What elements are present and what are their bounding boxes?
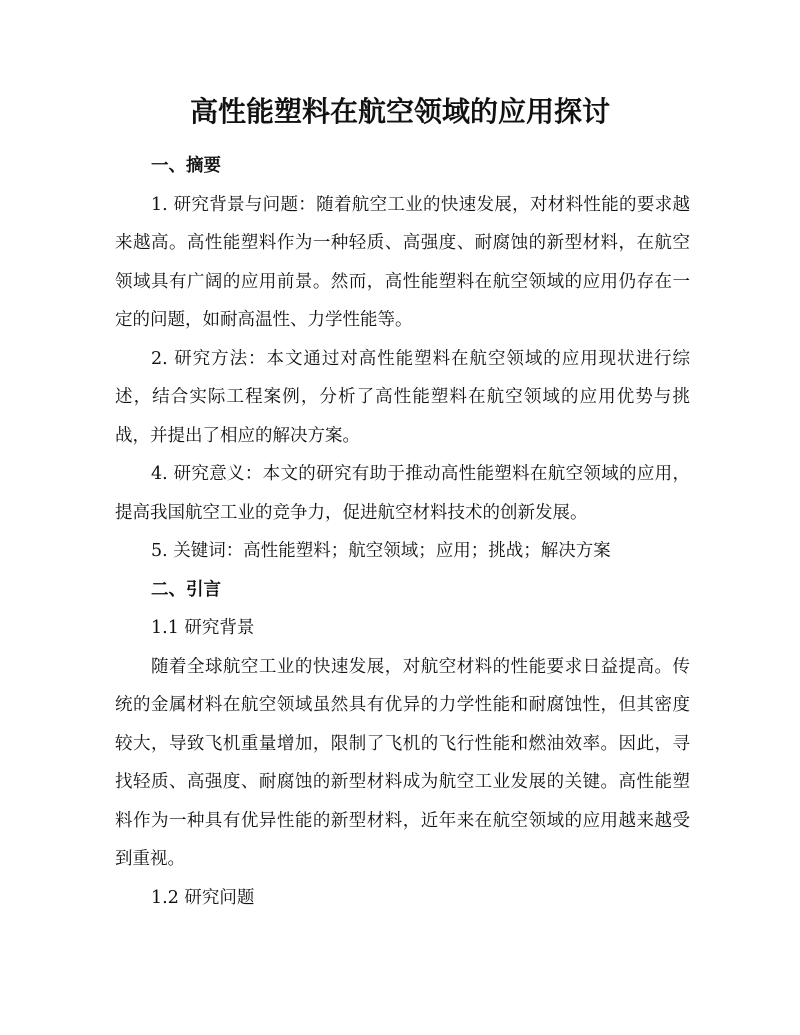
abstract-item-keywords: 5. 关键词：高性能塑料；航空领域；应用；挑战；解决方案: [151, 541, 611, 561]
abstract-heading: 一、摘要: [151, 156, 221, 176]
section-1-1-paragraph: 随着全球航空工业的快速发展，对航空材料的性能要求日益提高。传统的金属材料在航空领域虽然具有优异的力学性能和耐腐蚀性，但其密度较大，导致飞机重量增加，限制了飞机的飞行性能和燃油效率。因此，寻找轻质、高强度、耐腐蚀的新型材料成为航空工业发展的关键。高性能塑料作为一种具有优异性能的新型材料，近年来在航空领域的应用越来越受到重视。: [115, 656, 690, 869]
section-1-1-heading: 1.1 研究背景: [151, 618, 255, 638]
intro-heading: 二、引言: [151, 579, 221, 600]
section-1-2-heading: 1.2 研究问题: [151, 887, 255, 908]
abstract-item-background: 1. 研究背景与问题：随着航空工业的快速发展，对材料性能的要求越来越高。高性能塑料作为一种轻质、高强度、耐腐蚀的新型材料，在航空领域具有广阔的应用前景。然而，高性能塑料在航空领域的应用仍存在一定的问题，如耐高温性、力学性能等。: [115, 194, 690, 330]
document-title: 高性能塑料在航空领域的应用探讨: [189, 95, 610, 128]
abstract-item-methods: 2. 研究方法：本文通过对高性能塑料在航空领域的应用现状进行综述，结合实际工程案例，分析了高性能塑料在航空领域的应用优势与挑战，并提出了相应的解决方案。: [115, 348, 690, 446]
abstract-item-significance: 4. 研究意义：本文的研究有助于推动高性能塑料在航空领域的应用，提高我国航空工业的竞争力，促进航空材料技术的创新发展。: [115, 464, 690, 523]
document-body: [115, 147, 690, 917]
